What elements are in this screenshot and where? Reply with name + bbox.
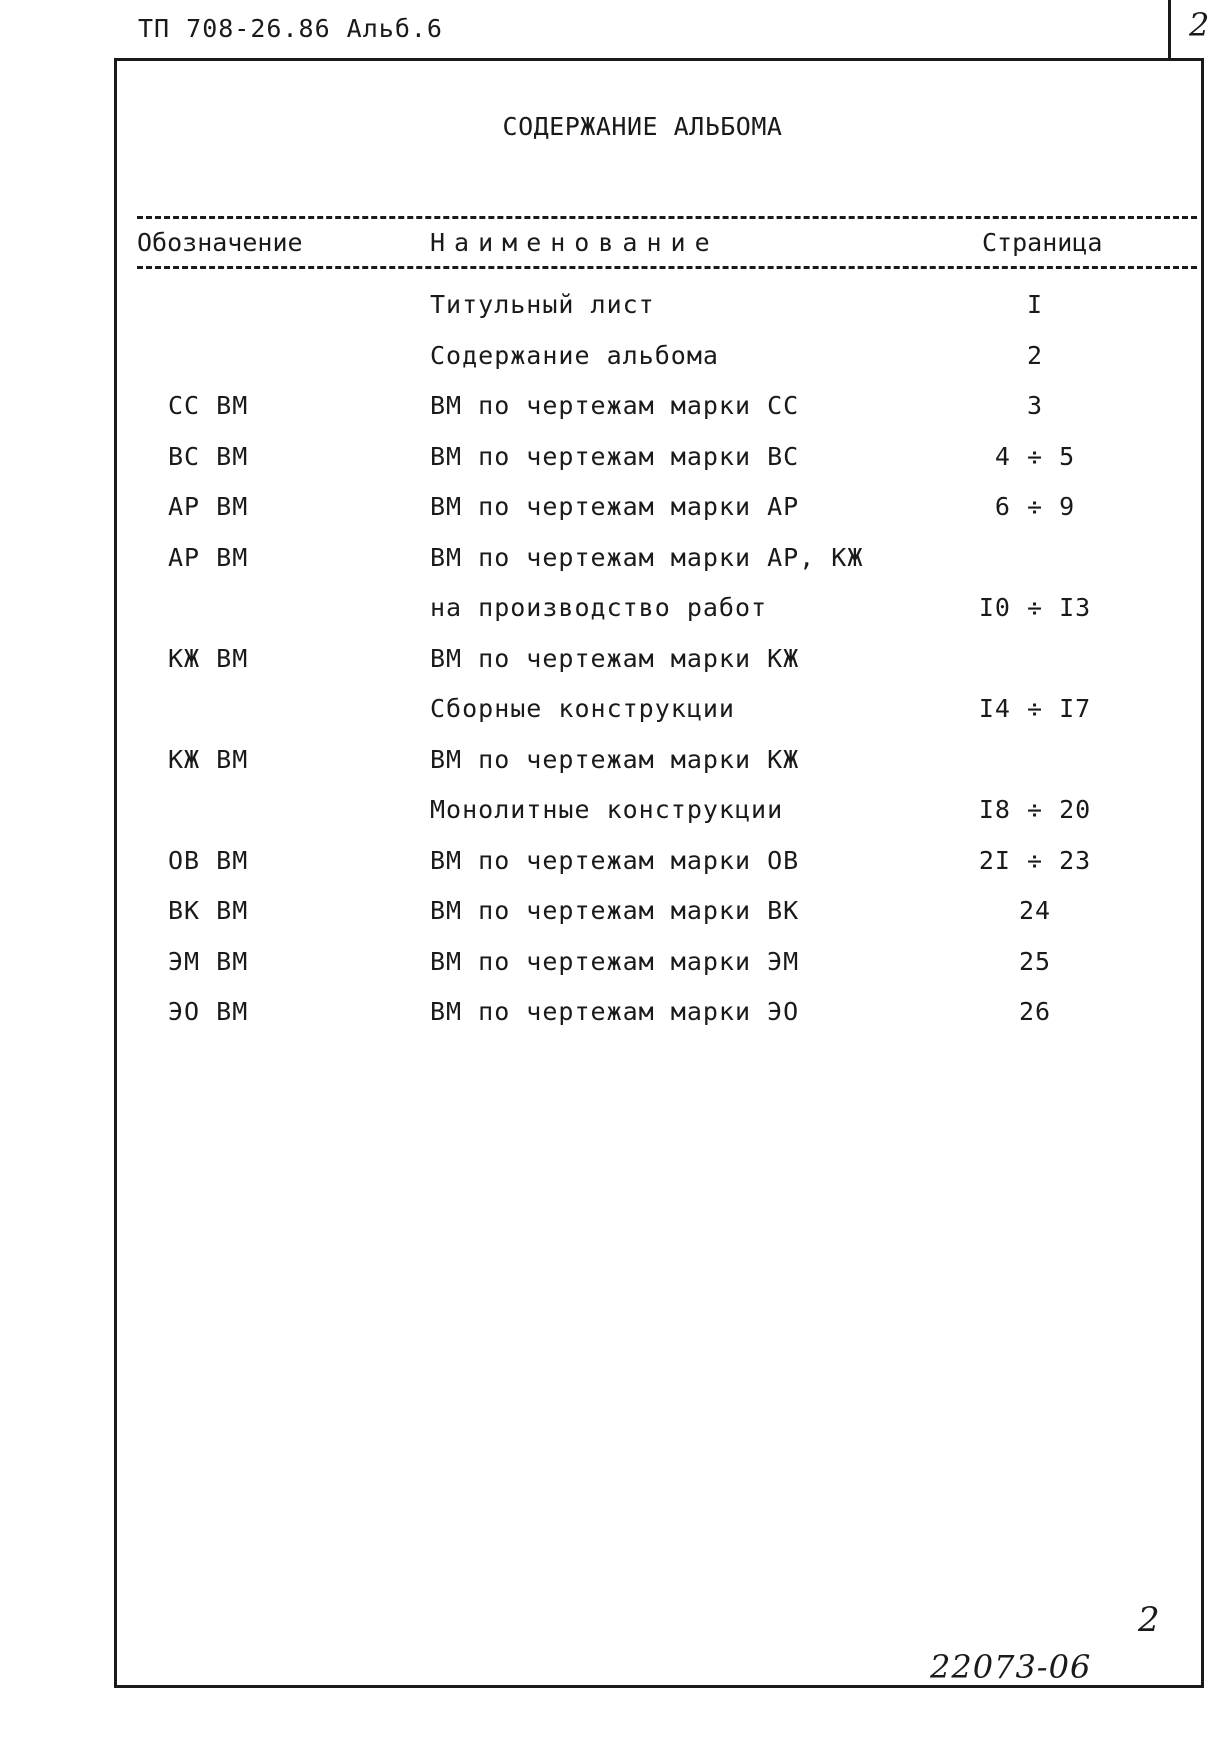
row-page: I4 ÷ I7 xyxy=(978,694,1092,723)
table-row xyxy=(0,745,1215,796)
row-code: ЭМ ВМ xyxy=(168,946,249,976)
row-code: ВС ВМ xyxy=(168,441,249,471)
row-page: 26 xyxy=(1018,997,1052,1026)
row-code: ОВ ВМ xyxy=(168,845,249,875)
table-row xyxy=(0,341,1215,392)
row-page: I8 ÷ 20 xyxy=(978,795,1092,824)
document-code: ТП 708-26.86 Альб.6 xyxy=(138,14,443,43)
row-page: 4 ÷ 5 xyxy=(994,441,1076,471)
table-row xyxy=(0,391,1215,442)
table-row xyxy=(0,846,1215,897)
row-name: ВМ по чертежам марки ВС xyxy=(430,441,800,471)
column-header-page: Страница xyxy=(982,228,1103,257)
sheet-number: 2 xyxy=(1189,6,1210,44)
table-row xyxy=(0,442,1215,493)
page-title: СОДЕРЖАНИЕ АЛЬБОМА xyxy=(502,112,783,141)
row-name: ВМ по чертежам марки ОВ xyxy=(430,845,800,875)
table-row xyxy=(0,795,1215,846)
row-page: I xyxy=(1026,290,1044,319)
table-header-bottom-rule xyxy=(137,266,1197,269)
row-name: ВМ по чертежам марки ВК xyxy=(430,896,800,925)
row-page: 6 ÷ 9 xyxy=(994,492,1076,521)
row-code: КЖ ВМ xyxy=(168,643,249,673)
table-row xyxy=(0,290,1215,341)
handwritten-page-number: 2 xyxy=(1138,1600,1160,1640)
table-row xyxy=(0,644,1215,695)
row-page: I0 ÷ I3 xyxy=(978,593,1092,622)
row-name: ВМ по чертежам марки СС xyxy=(430,391,800,420)
table-row xyxy=(0,947,1215,998)
row-name: Сборные конструкции xyxy=(430,694,735,723)
row-code: СС ВМ xyxy=(168,391,249,420)
row-page: 24 xyxy=(1018,896,1052,925)
table-row xyxy=(0,492,1215,543)
row-page: 25 xyxy=(1018,946,1052,976)
row-name: ВМ по чертежам марки ЭМ xyxy=(430,946,800,976)
row-name: на производство работ xyxy=(430,593,768,622)
row-name: Монолитные конструкции xyxy=(430,795,784,824)
table-row xyxy=(0,997,1215,1048)
table-row xyxy=(0,896,1215,947)
inventory-number: 22073-06 xyxy=(930,1648,1092,1686)
row-code: АР ВМ xyxy=(168,492,249,521)
row-code: ВК ВМ xyxy=(168,896,249,925)
table-row xyxy=(0,694,1215,745)
column-header-code: Обозначение xyxy=(137,228,303,257)
row-name: ВМ по чертежам марки АР xyxy=(430,492,800,521)
row-code: ЭО ВМ xyxy=(168,997,249,1026)
row-name: ВМ по чертежам марки ЭО xyxy=(430,997,800,1026)
row-name: Содержание альбома xyxy=(430,340,719,370)
table-header-top-rule xyxy=(137,216,1197,219)
table-row xyxy=(0,543,1215,594)
contents-table-body xyxy=(0,290,1215,1048)
table-row xyxy=(0,593,1215,644)
row-name: Титульный лист xyxy=(430,290,655,319)
row-name: ВМ по чертежам марки КЖ xyxy=(430,744,800,774)
row-code: КЖ ВМ xyxy=(168,744,249,774)
row-name: ВМ по чертежам марки КЖ xyxy=(430,643,800,673)
row-page: 2I ÷ 23 xyxy=(978,845,1092,875)
row-page: 2 xyxy=(1026,340,1044,370)
row-page: 3 xyxy=(1026,391,1044,420)
column-header-name: Наименование xyxy=(430,228,719,257)
row-name: ВМ по чертежам марки АР, КЖ xyxy=(430,542,864,572)
row-code: АР ВМ xyxy=(168,542,249,572)
